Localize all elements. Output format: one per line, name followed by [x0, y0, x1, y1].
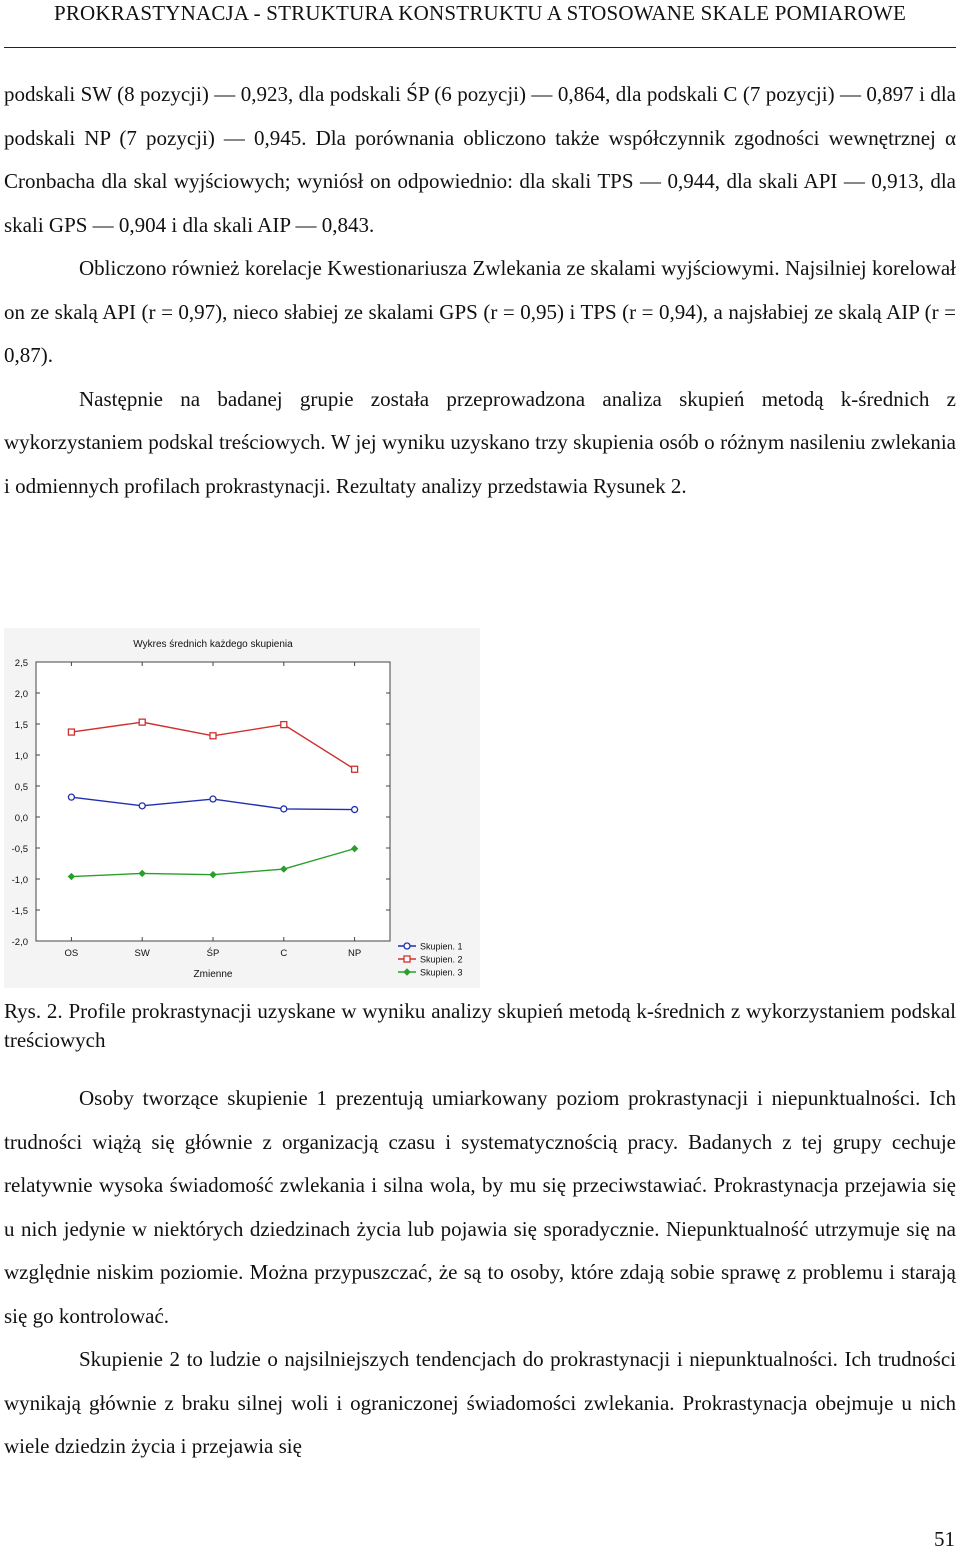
y-tick-label: 1,5	[14, 720, 28, 731]
header-rule	[4, 47, 956, 48]
paragraph: Skupienie 2 to ludzie o najsilniejszych tendencjach do prokrastynacji i niepunktualności. Ich trudności wynikają głównie z braku silnej woli i ograniczonej świadomości zwlekania. Prokrastynacja obejmuje u nich wiele dziedzin życia i przejawia się	[4, 1347, 956, 1458]
x-tick-label: OS	[64, 948, 79, 959]
x-tick-label: SW	[134, 948, 150, 959]
legend-marker	[404, 969, 410, 975]
x-axis-title: Zmienne	[193, 969, 233, 980]
data-point	[352, 807, 358, 813]
legend-label: Skupien. 1	[420, 941, 463, 952]
data-point	[68, 729, 74, 735]
y-tick-label: 2,0	[14, 689, 28, 700]
paragraph: Obliczono również korelacje Kwestionariusza Zwlekania ze skalami wyjściowymi. Najsilniej korelował on ze skalą API (r = 0,97), nieco słabiej ze skalami GPS (r = 0,95) i TPS (r = 0,94), a najsłabiej ze skalą AIP (r = 0,87).	[4, 256, 956, 367]
figure-caption: Rys. 2. Profile prokrastynacji uzyskane w wyniku analizy skupień metodą k-średnich z wykorzystaniem podskal treściowych	[4, 999, 956, 1052]
y-tick-label: -1,0	[11, 875, 28, 886]
data-point	[352, 766, 358, 772]
legend-label: Skupien. 3	[420, 967, 463, 978]
data-point	[281, 722, 287, 728]
body-text-top	[4, 73, 956, 508]
data-point	[139, 719, 145, 725]
line-chart	[4, 628, 480, 988]
y-tick-label: -0,5	[11, 844, 28, 855]
y-tick-label: -2,0	[11, 937, 28, 948]
data-point	[210, 733, 216, 739]
running-header: PROKRASTYNACJA - STRUKTURA KONSTRUKTU A STOSOWANE SKALE POMIAROWE	[53, 1, 907, 25]
y-tick-label: 0,5	[14, 782, 28, 793]
paragraph: Osoby tworzące skupienie 1 prezentują umiarkowany poziom prokrastynacji i niepunktualności. Ich trudności wiążą się głównie z organizacją czasu i systematycznością pracy. Badanych z tej grupy cechuje relatywnie wysoka świadomość zwlekania i silna wola, by mu się przeciwstawiać. Prokrastynacja przejawia się u nich jedynie w niektórych dziedzinach życia lub pojawia się sporadycznie. Niepunktualność utrzymuje się na względnie niskim poziomie. Można przypuszczać, że są to osoby, które zdają sobie sprawę z problemu i starają się go kontrolować.	[4, 1086, 956, 1328]
data-point	[281, 806, 287, 812]
x-tick-label: NP	[347, 948, 362, 959]
y-tick-label: 1,0	[14, 751, 28, 762]
legend-marker	[404, 956, 410, 962]
x-tick-label: C	[280, 948, 288, 959]
legend-marker	[404, 943, 410, 949]
data-point	[139, 803, 145, 809]
legend-label: Skupien. 2	[420, 954, 463, 965]
data-point	[210, 796, 216, 802]
paragraph: podskali SW (8 pozycji) — 0,923, dla podskali ŚP (6 pozycji) — 0,864, dla podskali C (7 pozycji) — 0,897 i dla podskali NP (7 pozycji) — 0,945. Dla porównania obliczono także współczynnik zgodności wewnętrznej α Cronbacha dla skal wyjściowych; wyniósł on odpowiednio: dla skali TPS — 0,944, dla skali API — 0,913, dla skali GPS — 0,904 i dla skali AIP — 0,843.	[4, 82, 956, 237]
legend	[398, 942, 463, 978]
x-tick-label: ŚP	[206, 948, 220, 959]
page-number: 51	[934, 1527, 955, 1551]
body-text-bottom	[4, 1077, 956, 1469]
paragraph: Następnie na badanej grupie została przeprowadzona analiza skupień metodą k-średnich z wykorzystaniem podskal treściowych. W jej wyniku uzyskano trzy skupienia osób o różnym nasileniu zwlekania i odmiennych profilach prokrastynacji. Rezultaty analizy przedstawia Rysunek 2.	[4, 386, 956, 498]
data-point	[68, 794, 74, 800]
y-tick-label: 2,5	[14, 658, 28, 669]
figure-2-chart	[4, 628, 480, 988]
chart-title: Wykres średnich każdego skupienia	[133, 639, 293, 650]
y-tick-label: 0,0	[14, 813, 28, 824]
y-tick-label: -1,5	[11, 906, 28, 917]
